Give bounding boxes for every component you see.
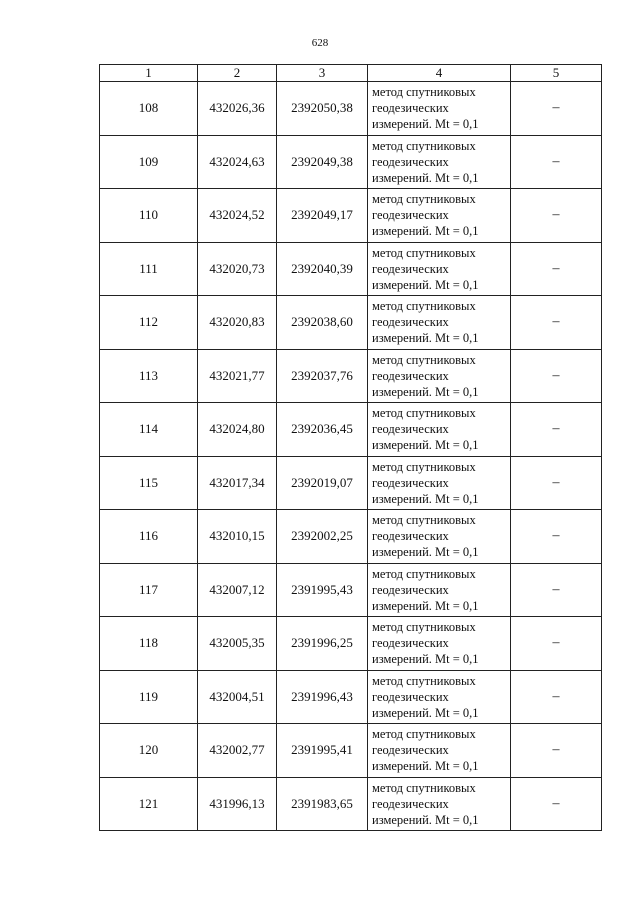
column-header-1: 1: [100, 65, 198, 82]
method-cell: [368, 510, 511, 564]
table-row: [100, 777, 602, 831]
table-row: [100, 296, 602, 350]
table-row: [100, 403, 602, 457]
note-cell: –: [511, 189, 602, 243]
table-row: [100, 456, 602, 510]
method-cell: [368, 242, 511, 296]
method-text-line: измерений. Mt = 0,1: [372, 705, 479, 720]
x-coordinate-cell: 432017,34: [198, 456, 277, 510]
method-text-line: измерений. Mt = 0,1: [372, 545, 479, 560]
note-cell: –: [511, 456, 602, 510]
method-text-line: геодезических: [372, 101, 449, 116]
method-text-line: метод спутниковых: [372, 727, 476, 742]
table-header-row: [100, 65, 602, 82]
coordinates-table: [99, 64, 602, 831]
note-cell: –: [511, 403, 602, 457]
x-coordinate-cell: 432010,15: [198, 510, 277, 564]
x-coordinate-cell: 432002,77: [198, 724, 277, 778]
point-number-cell: 108: [100, 82, 198, 136]
y-coordinate-cell: 2392036,45: [277, 403, 368, 457]
y-coordinate-cell: 2392050,38: [277, 82, 368, 136]
point-number-cell: 118: [100, 617, 198, 671]
y-coordinate-cell: 2391983,65: [277, 777, 368, 831]
method-text-line: геодезических: [372, 796, 449, 811]
point-number-cell: 112: [100, 296, 198, 350]
note-cell: –: [511, 617, 602, 671]
note-cell: –: [511, 563, 602, 617]
method-text-line: геодезических: [372, 743, 449, 758]
x-coordinate-cell: 432007,12: [198, 563, 277, 617]
method-text-line: метод спутниковых: [372, 138, 476, 153]
x-coordinate-cell: 431996,13: [198, 777, 277, 831]
method-text-line: измерений. Mt = 0,1: [372, 384, 479, 399]
x-coordinate-cell: 432024,63: [198, 135, 277, 189]
note-cell: –: [511, 82, 602, 136]
point-number-cell: 111: [100, 242, 198, 296]
table-row: [100, 510, 602, 564]
note-cell: –: [511, 777, 602, 831]
table-row: [100, 189, 602, 243]
method-cell: [368, 349, 511, 403]
method-text-line: измерений. Mt = 0,1: [372, 277, 479, 292]
table-row: [100, 349, 602, 403]
point-number-cell: 117: [100, 563, 198, 617]
y-coordinate-cell: 2392049,38: [277, 135, 368, 189]
table-row: [100, 563, 602, 617]
method-text-line: измерений. Mt = 0,1: [372, 170, 479, 185]
table-row: [100, 82, 602, 136]
table-row: [100, 242, 602, 296]
method-cell: [368, 724, 511, 778]
method-text-line: измерений. Mt = 0,1: [372, 224, 479, 239]
y-coordinate-cell: 2392037,76: [277, 349, 368, 403]
x-coordinate-cell: 432005,35: [198, 617, 277, 671]
method-text-line: измерений. Mt = 0,1: [372, 438, 479, 453]
y-coordinate-cell: 2391996,43: [277, 670, 368, 724]
method-text-line: геодезических: [372, 636, 449, 651]
note-cell: –: [511, 242, 602, 296]
x-coordinate-cell: 432026,36: [198, 82, 277, 136]
method-text-line: геодезических: [372, 261, 449, 276]
column-header-4: 4: [368, 65, 511, 82]
point-number-cell: 115: [100, 456, 198, 510]
method-text-line: метод спутниковых: [372, 352, 476, 367]
point-number-cell: 120: [100, 724, 198, 778]
method-cell: [368, 777, 511, 831]
column-header-5: 5: [511, 65, 602, 82]
point-number-cell: 110: [100, 189, 198, 243]
method-text-line: измерений. Mt = 0,1: [372, 117, 479, 132]
method-cell: [368, 135, 511, 189]
x-coordinate-cell: 432024,80: [198, 403, 277, 457]
method-text-line: измерений. Mt = 0,1: [372, 812, 479, 827]
method-text-line: геодезических: [372, 475, 449, 490]
point-number-cell: 109: [100, 135, 198, 189]
method-cell: [368, 82, 511, 136]
y-coordinate-cell: 2392049,17: [277, 189, 368, 243]
method-text-line: измерений. Mt = 0,1: [372, 491, 479, 506]
note-cell: –: [511, 296, 602, 350]
x-coordinate-cell: 432021,77: [198, 349, 277, 403]
method-cell: [368, 563, 511, 617]
method-text-line: метод спутниковых: [372, 673, 476, 688]
note-cell: –: [511, 510, 602, 564]
table-row: [100, 670, 602, 724]
table-row: [100, 617, 602, 671]
method-text-line: измерений. Mt = 0,1: [372, 331, 479, 346]
method-text-line: геодезических: [372, 422, 449, 437]
y-coordinate-cell: 2392019,07: [277, 456, 368, 510]
note-cell: –: [511, 135, 602, 189]
y-coordinate-cell: 2391996,25: [277, 617, 368, 671]
method-cell: [368, 296, 511, 350]
y-coordinate-cell: 2392038,60: [277, 296, 368, 350]
y-coordinate-cell: 2392040,39: [277, 242, 368, 296]
method-text-line: измерений. Mt = 0,1: [372, 598, 479, 613]
note-cell: –: [511, 670, 602, 724]
table-row: [100, 724, 602, 778]
point-number-cell: 113: [100, 349, 198, 403]
page-number: 628: [311, 37, 329, 49]
column-header-3: 3: [277, 65, 368, 82]
method-cell: [368, 456, 511, 510]
method-text-line: метод спутниковых: [372, 406, 476, 421]
method-text-line: метод спутниковых: [372, 513, 476, 528]
method-text-line: геодезических: [372, 154, 449, 169]
note-cell: –: [511, 724, 602, 778]
method-text-line: метод спутниковых: [372, 566, 476, 581]
y-coordinate-cell: 2391995,41: [277, 724, 368, 778]
method-text-line: измерений. Mt = 0,1: [372, 652, 479, 667]
method-cell: [368, 403, 511, 457]
point-number-cell: 121: [100, 777, 198, 831]
x-coordinate-cell: 432020,73: [198, 242, 277, 296]
method-text-line: метод спутниковых: [372, 192, 476, 207]
method-text-line: геодезических: [372, 368, 449, 383]
point-number-cell: 114: [100, 403, 198, 457]
method-text-line: измерений. Mt = 0,1: [372, 759, 479, 774]
column-header-2: 2: [198, 65, 277, 82]
method-text-line: геодезических: [372, 529, 449, 544]
method-text-line: метод спутниковых: [372, 85, 476, 100]
method-text-line: метод спутниковых: [372, 299, 476, 314]
method-text-line: метод спутниковых: [372, 620, 476, 635]
point-number-cell: 119: [100, 670, 198, 724]
table-body: [100, 82, 602, 831]
x-coordinate-cell: 432020,83: [198, 296, 277, 350]
y-coordinate-cell: 2392002,25: [277, 510, 368, 564]
note-cell: –: [511, 349, 602, 403]
x-coordinate-cell: 432004,51: [198, 670, 277, 724]
method-text-line: геодезических: [372, 689, 449, 704]
y-coordinate-cell: 2391995,43: [277, 563, 368, 617]
method-text-line: геодезических: [372, 582, 449, 597]
table-row: [100, 135, 602, 189]
point-number-cell: 116: [100, 510, 198, 564]
x-coordinate-cell: 432024,52: [198, 189, 277, 243]
method-cell: [368, 670, 511, 724]
method-cell: [368, 189, 511, 243]
method-text-line: метод спутниковых: [372, 459, 476, 474]
method-text-line: метод спутниковых: [372, 780, 476, 795]
method-cell: [368, 617, 511, 671]
method-text-line: метод спутниковых: [372, 245, 476, 260]
method-text-line: геодезических: [372, 208, 449, 223]
method-text-line: геодезических: [372, 315, 449, 330]
